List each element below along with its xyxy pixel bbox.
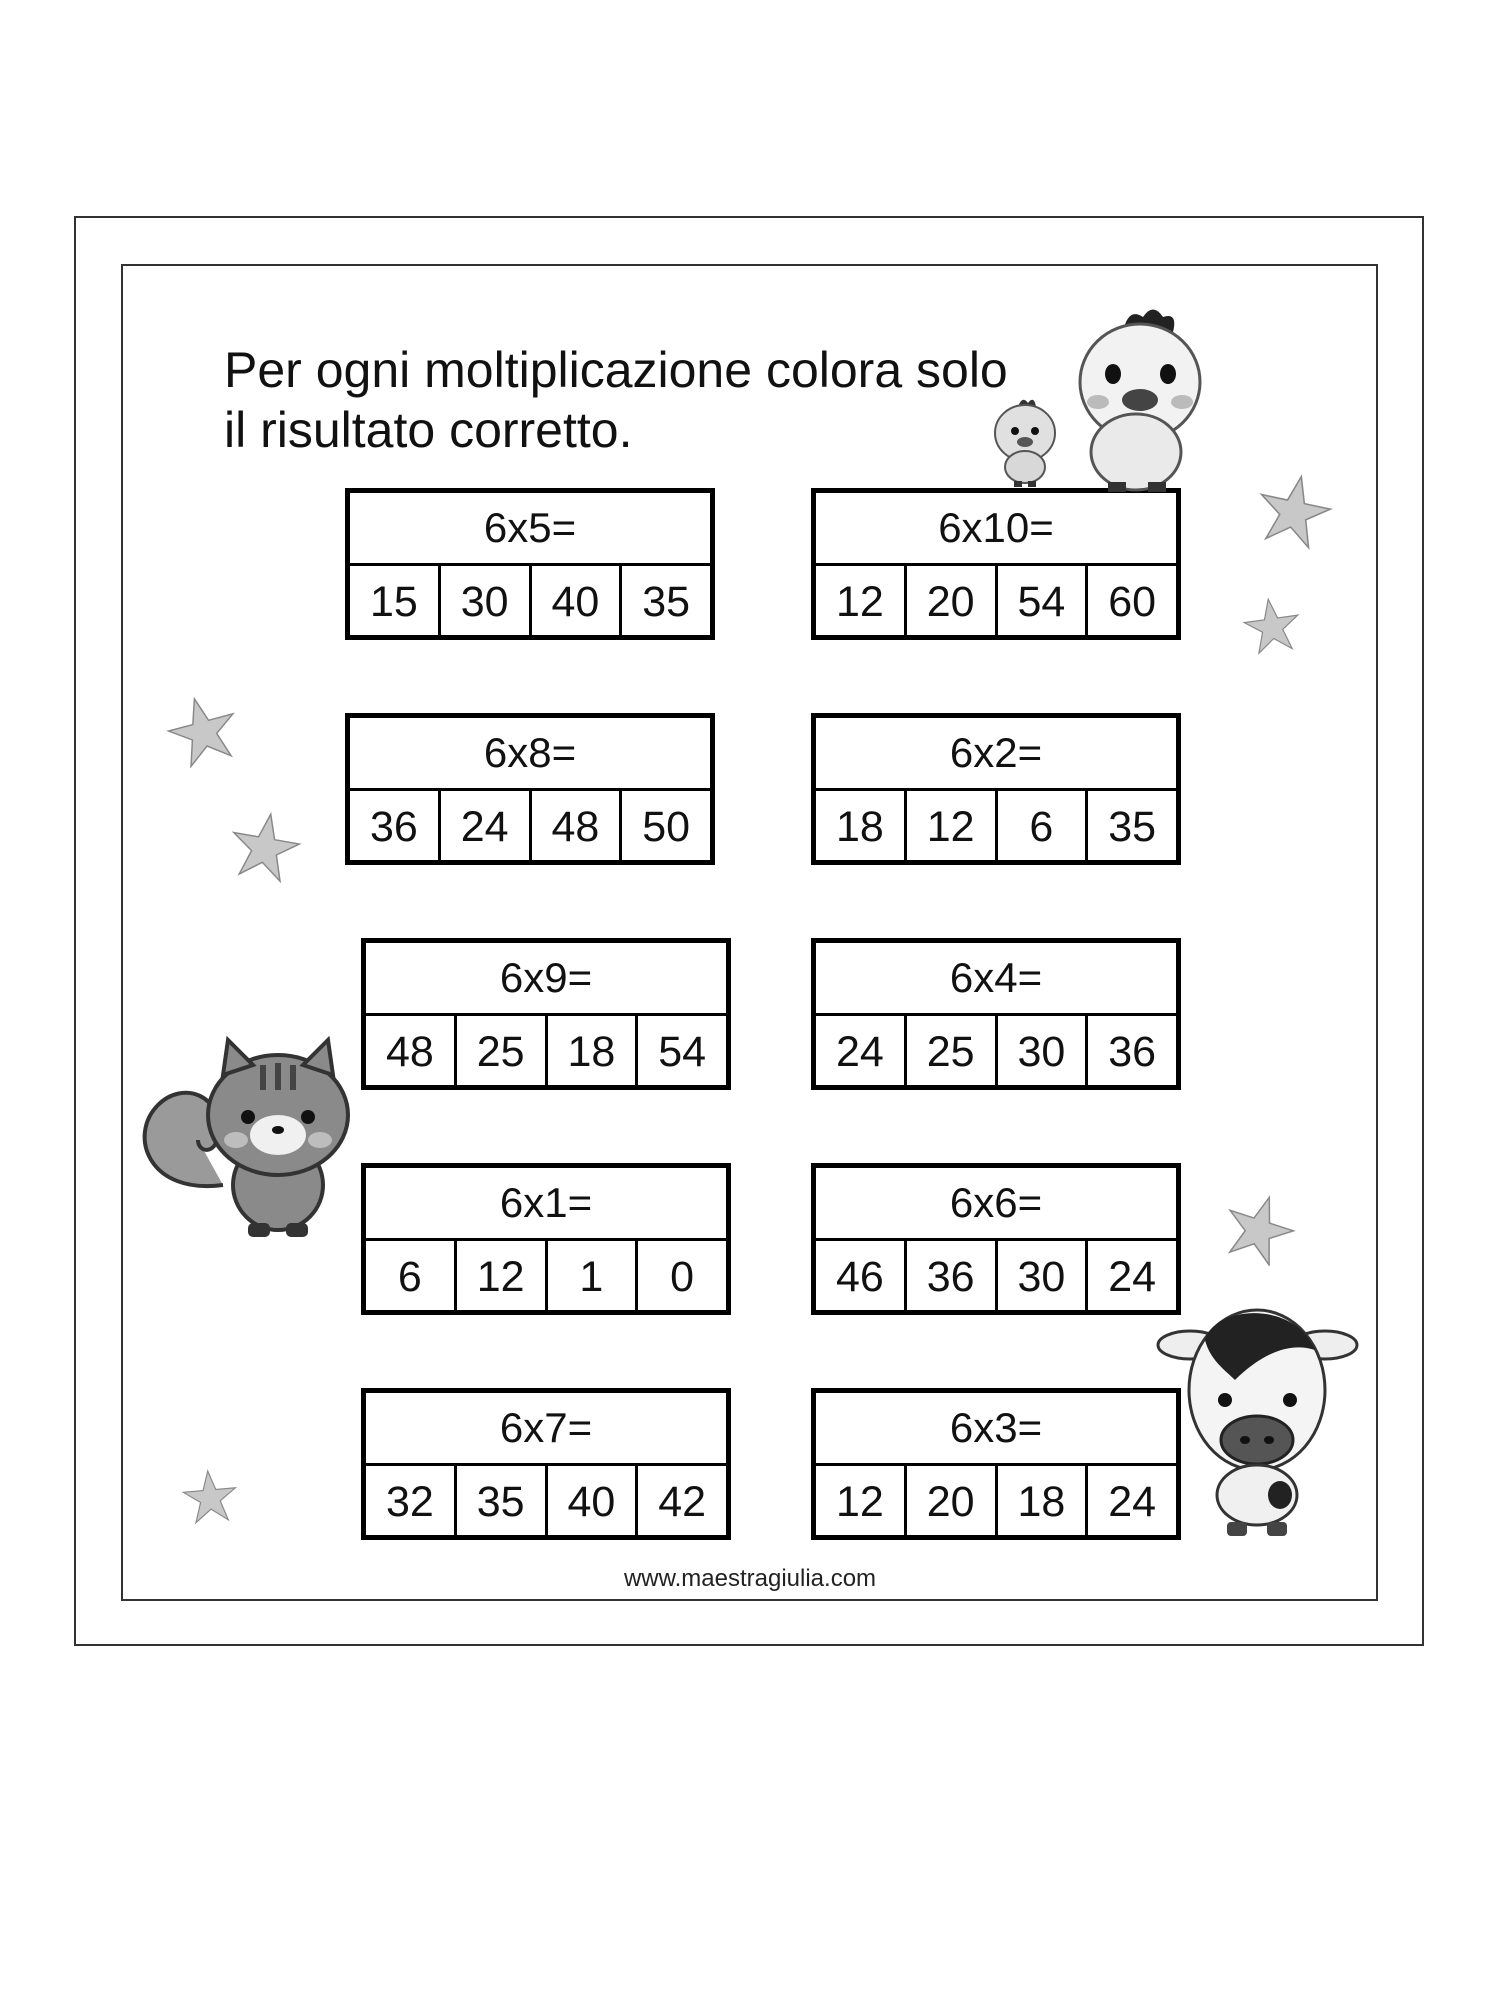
answer-option[interactable]: 42	[658, 1478, 707, 1526]
answer-option[interactable]: 12	[816, 566, 907, 638]
website-footer: www.maestragiulia.com	[623, 1565, 877, 1592]
star-icon	[1222, 1192, 1296, 1266]
answer-option[interactable]: 54	[658, 1028, 707, 1076]
answer-option[interactable]: 35	[1108, 803, 1157, 851]
answer-option[interactable]: 48	[366, 1016, 457, 1088]
answer-option[interactable]: 6	[998, 791, 1089, 863]
exercise-card-6x2	[811, 713, 1181, 865]
exercise-question: 6x9=	[366, 943, 726, 1016]
answer-option[interactable]: 12	[907, 791, 998, 863]
answer-option[interactable]: 35	[457, 1466, 548, 1538]
exercise-card-6x4	[811, 938, 1181, 1090]
exercise-question: 6x4=	[816, 943, 1176, 1016]
exercise-question: 6x6=	[816, 1168, 1176, 1241]
answer-option[interactable]: 50	[642, 803, 691, 851]
answer-option[interactable]: 18	[548, 1016, 639, 1088]
answer-option[interactable]: 30	[441, 566, 532, 638]
answer-option[interactable]: 54	[998, 566, 1089, 638]
instructions-line-1: Per ogni moltiplicazione colora solo	[224, 342, 1008, 398]
answer-option[interactable]: 36	[907, 1241, 998, 1313]
instructions-line-2: il risultato corretto.	[224, 402, 633, 458]
answer-option[interactable]: 36	[350, 791, 441, 863]
star-icon	[166, 694, 240, 768]
answer-option[interactable]: 25	[907, 1016, 998, 1088]
exercise-card-6x9	[361, 938, 731, 1090]
answer-option[interactable]: 6	[366, 1241, 457, 1313]
star-icon	[1242, 596, 1302, 656]
answer-option[interactable]: 36	[1108, 1028, 1157, 1076]
star-icon	[181, 1468, 239, 1526]
small-chick-illustration	[990, 395, 1060, 487]
answer-option[interactable]: 40	[548, 1466, 639, 1538]
answer-option[interactable]: 18	[816, 791, 907, 863]
answer-option[interactable]: 20	[907, 1466, 998, 1538]
exercise-question: 6x7=	[366, 1393, 726, 1466]
exercise-question: 6x8=	[350, 718, 710, 791]
exercise-question: 6x10=	[816, 493, 1176, 566]
answer-option[interactable]: 24	[816, 1016, 907, 1088]
exercise-card-6x8	[345, 713, 715, 865]
answer-option[interactable]: 40	[532, 566, 623, 638]
answer-option[interactable]: 30	[998, 1016, 1089, 1088]
answer-option[interactable]: 60	[1108, 578, 1157, 626]
star-icon	[1255, 472, 1333, 550]
answer-option[interactable]: 48	[532, 791, 623, 863]
answer-option[interactable]: 25	[457, 1016, 548, 1088]
answer-option[interactable]: 18	[998, 1466, 1089, 1538]
squirrel-illustration	[128, 1035, 368, 1245]
exercise-card-6x3	[811, 1388, 1181, 1540]
exercise-card-6x1	[361, 1163, 731, 1315]
exercise-card-6x6	[811, 1163, 1181, 1315]
answer-option[interactable]: 15	[350, 566, 441, 638]
answer-option[interactable]: 24	[1108, 1253, 1157, 1301]
exercise-card-6x5	[345, 488, 715, 640]
instructions	[224, 340, 1064, 460]
answer-option[interactable]: 32	[366, 1466, 457, 1538]
chick-illustration	[1068, 302, 1208, 492]
exercise-card-6x10	[811, 488, 1181, 640]
exercise-question: 6x3=	[816, 1393, 1176, 1466]
answer-option[interactable]: 12	[457, 1241, 548, 1313]
answer-option[interactable]: 20	[907, 566, 998, 638]
exercise-question: 6x2=	[816, 718, 1176, 791]
exercise-question: 6x5=	[350, 493, 710, 566]
answer-option[interactable]: 46	[816, 1241, 907, 1313]
answer-option[interactable]: 24	[1108, 1478, 1157, 1526]
answer-option[interactable]: 30	[998, 1241, 1089, 1313]
answer-option[interactable]: 1	[548, 1241, 639, 1313]
answer-option[interactable]: 24	[441, 791, 532, 863]
exercise-card-6x7	[361, 1388, 731, 1540]
star-icon	[228, 810, 302, 884]
exercise-question: 6x1=	[366, 1168, 726, 1241]
cow-illustration	[1155, 1300, 1360, 1540]
answer-option[interactable]: 0	[670, 1253, 695, 1301]
answer-option[interactable]: 12	[816, 1466, 907, 1538]
answer-option[interactable]: 35	[642, 578, 691, 626]
